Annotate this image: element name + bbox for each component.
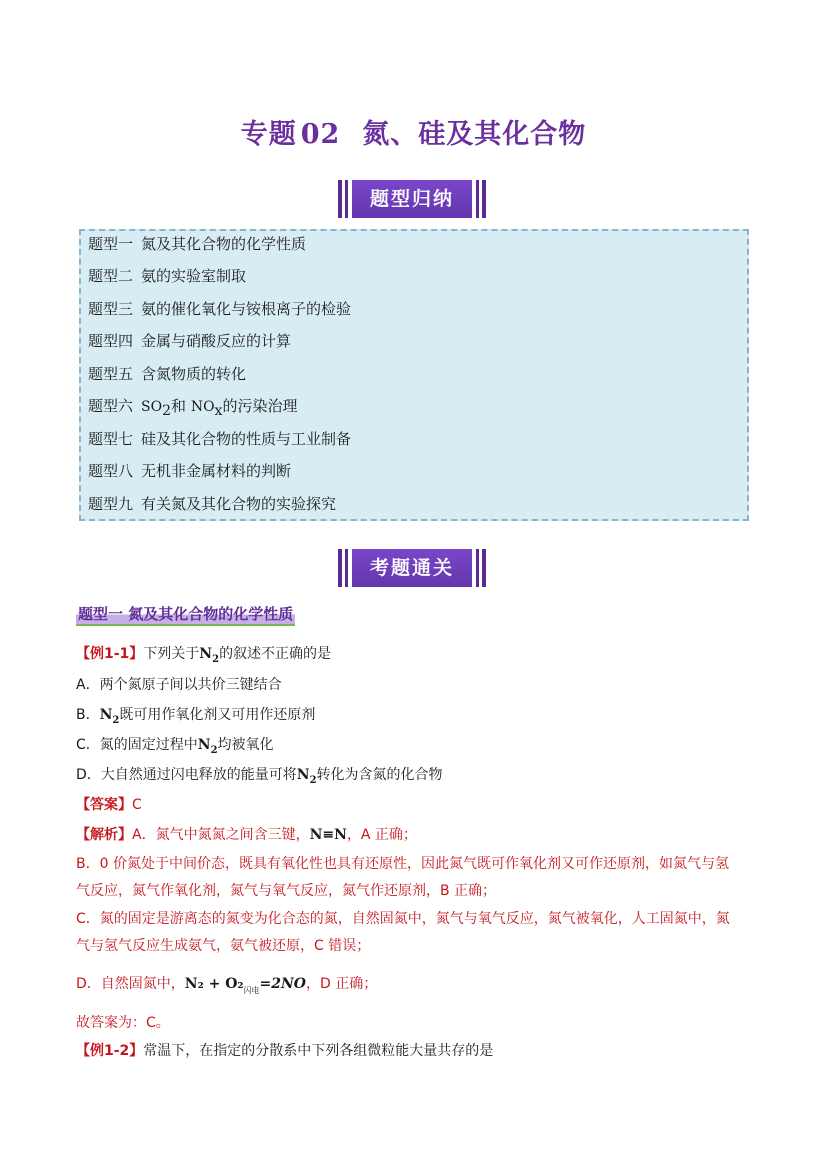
option-a: A．两个氮原子间以共价三键结合 [76, 677, 282, 693]
toc-label-post: 的污染治理 [222, 397, 298, 415]
chem-sub: 2 [112, 714, 120, 726]
toc-item-6 [88, 395, 297, 419]
practice-banner-label: 考题通关 [352, 549, 472, 587]
analysis-text: A．氮气中氮氮之间含三键， [132, 827, 310, 843]
answer-tag: 【答案】 [76, 797, 132, 813]
toc-key: 题型五 [88, 365, 134, 383]
answer-line [76, 794, 142, 814]
toc-label: 氮及其化合物的化学性质 [141, 235, 307, 253]
analysis-a [76, 824, 417, 844]
title-text: 氮、硅及其化合物 [362, 119, 587, 150]
chem-n2: N [99, 707, 113, 723]
chem-n2: N [296, 767, 310, 783]
chem-sub: 2 [309, 774, 317, 786]
answer-value: C [132, 797, 142, 813]
toc-key: 题型三 [88, 300, 134, 318]
toc-label: 金属与硝酸反应的计算 [141, 332, 292, 350]
title-prefix: 专题 [240, 119, 297, 150]
option-text: 转化为含氮的化合物 [316, 767, 443, 783]
toc-key: 题型一 [88, 235, 134, 253]
example1-question [76, 643, 331, 665]
option-label: B． [76, 707, 100, 723]
summary-banner-label: 题型归纳 [352, 180, 472, 218]
toc-label: 氨的实验室制取 [141, 267, 247, 285]
toc-item-2 [88, 265, 246, 286]
section-heading: 题型一 氮及其化合物的化学性质 [76, 603, 295, 626]
analysis-text: ，D 正确； [305, 976, 378, 992]
analysis-tag: 【解析】 [76, 827, 132, 843]
triple-bond-formula: N≡N [309, 827, 347, 843]
equation-condition: 闪电 [243, 986, 260, 995]
option-c [76, 734, 274, 756]
option-d [76, 764, 443, 786]
toc-label-mid: 和 [171, 397, 187, 415]
chem-sub: 2 [212, 653, 220, 665]
toc-key: 题型九 [88, 495, 134, 513]
toc-key: 题型四 [88, 332, 134, 350]
document-title [0, 112, 827, 151]
question-text: 下列关于 [143, 646, 200, 662]
option-text: D．大自然通过闪电释放的能量可将 [76, 767, 297, 783]
analysis-text: D．自然固氮中， [76, 976, 185, 992]
toc-item-9 [88, 493, 336, 514]
analysis-c-1: C．氮的固定是游离态的氮变为化合态的氮，自然固氮中，氮气与氧气反应，氮气被氧化，人工固氮中，氮 [76, 911, 730, 927]
toc-item-7 [88, 428, 351, 449]
question-text: 的叙述不正确的是 [219, 646, 332, 662]
chem-n2: N [199, 646, 213, 662]
example2-question [76, 1040, 493, 1060]
example-tag: 【例1-1】 [76, 646, 144, 662]
equation-equals: = [259, 976, 272, 992]
example-tag: 【例1-2】 [76, 1043, 144, 1059]
toc-label: 无机非金属材料的判断 [141, 462, 292, 480]
option-text: 均被氧化 [217, 737, 274, 753]
title-number: 02 [300, 119, 341, 150]
analysis-b-2: 气反应，氮气作氧化剂，氮气与氧气反应，氮气作还原剂，B 正确； [76, 883, 497, 899]
toc-item-4 [88, 330, 291, 351]
analysis-b-1: B．0 价氮处于中间价态，既具有氧化性也具有还原性，因此氮气既可作氧化剂又可作还原剂，如氮气与氢 [76, 856, 729, 872]
option-text: 既可用作氧化剂又可用作还原剂 [119, 707, 316, 723]
option-text: C．氮的固定过程中 [76, 737, 198, 753]
chem-sub: 2 [210, 744, 218, 756]
equation-left: N₂ + O₂ [184, 976, 244, 992]
toc-key: 题型二 [88, 267, 134, 285]
analysis-c-2: 气与氢气反应生成氨气，氨气被还原，C 错误； [76, 938, 371, 954]
toc-box [79, 229, 749, 521]
question-text: 常温下，在指定的分散系中下列各组微粒能大量共存的是 [143, 1043, 494, 1059]
toc-item-3 [88, 298, 351, 319]
chem-n2: N [197, 737, 211, 753]
analysis-text: ，A 正确； [346, 827, 417, 843]
summary-banner [338, 180, 486, 218]
toc-label: 硅及其化合物的性质与工业制备 [141, 430, 352, 448]
chem-no: NO [190, 399, 215, 415]
toc-item-5 [88, 363, 246, 384]
toc-label: 氨的催化氧化与铵根离子的检验 [141, 300, 352, 318]
chem-sub: 2 [162, 403, 172, 419]
toc-item-8 [88, 460, 291, 481]
toc-label: 有关氮及其化合物的实验探究 [141, 495, 337, 513]
practice-banner [338, 549, 486, 587]
equation-right: 2NO [271, 976, 306, 992]
toc-key: 题型六 [88, 397, 134, 415]
conclusion: 故答案为：C。 [76, 1015, 170, 1031]
chem-so: SO [141, 399, 163, 415]
analysis-d [76, 973, 377, 993]
toc-item-1 [88, 233, 306, 254]
toc-key: 题型八 [88, 462, 134, 480]
chem-sub: x [214, 403, 223, 419]
option-b [76, 704, 315, 726]
toc-key: 题型七 [88, 430, 134, 448]
toc-label: 含氮物质的转化 [141, 365, 247, 383]
